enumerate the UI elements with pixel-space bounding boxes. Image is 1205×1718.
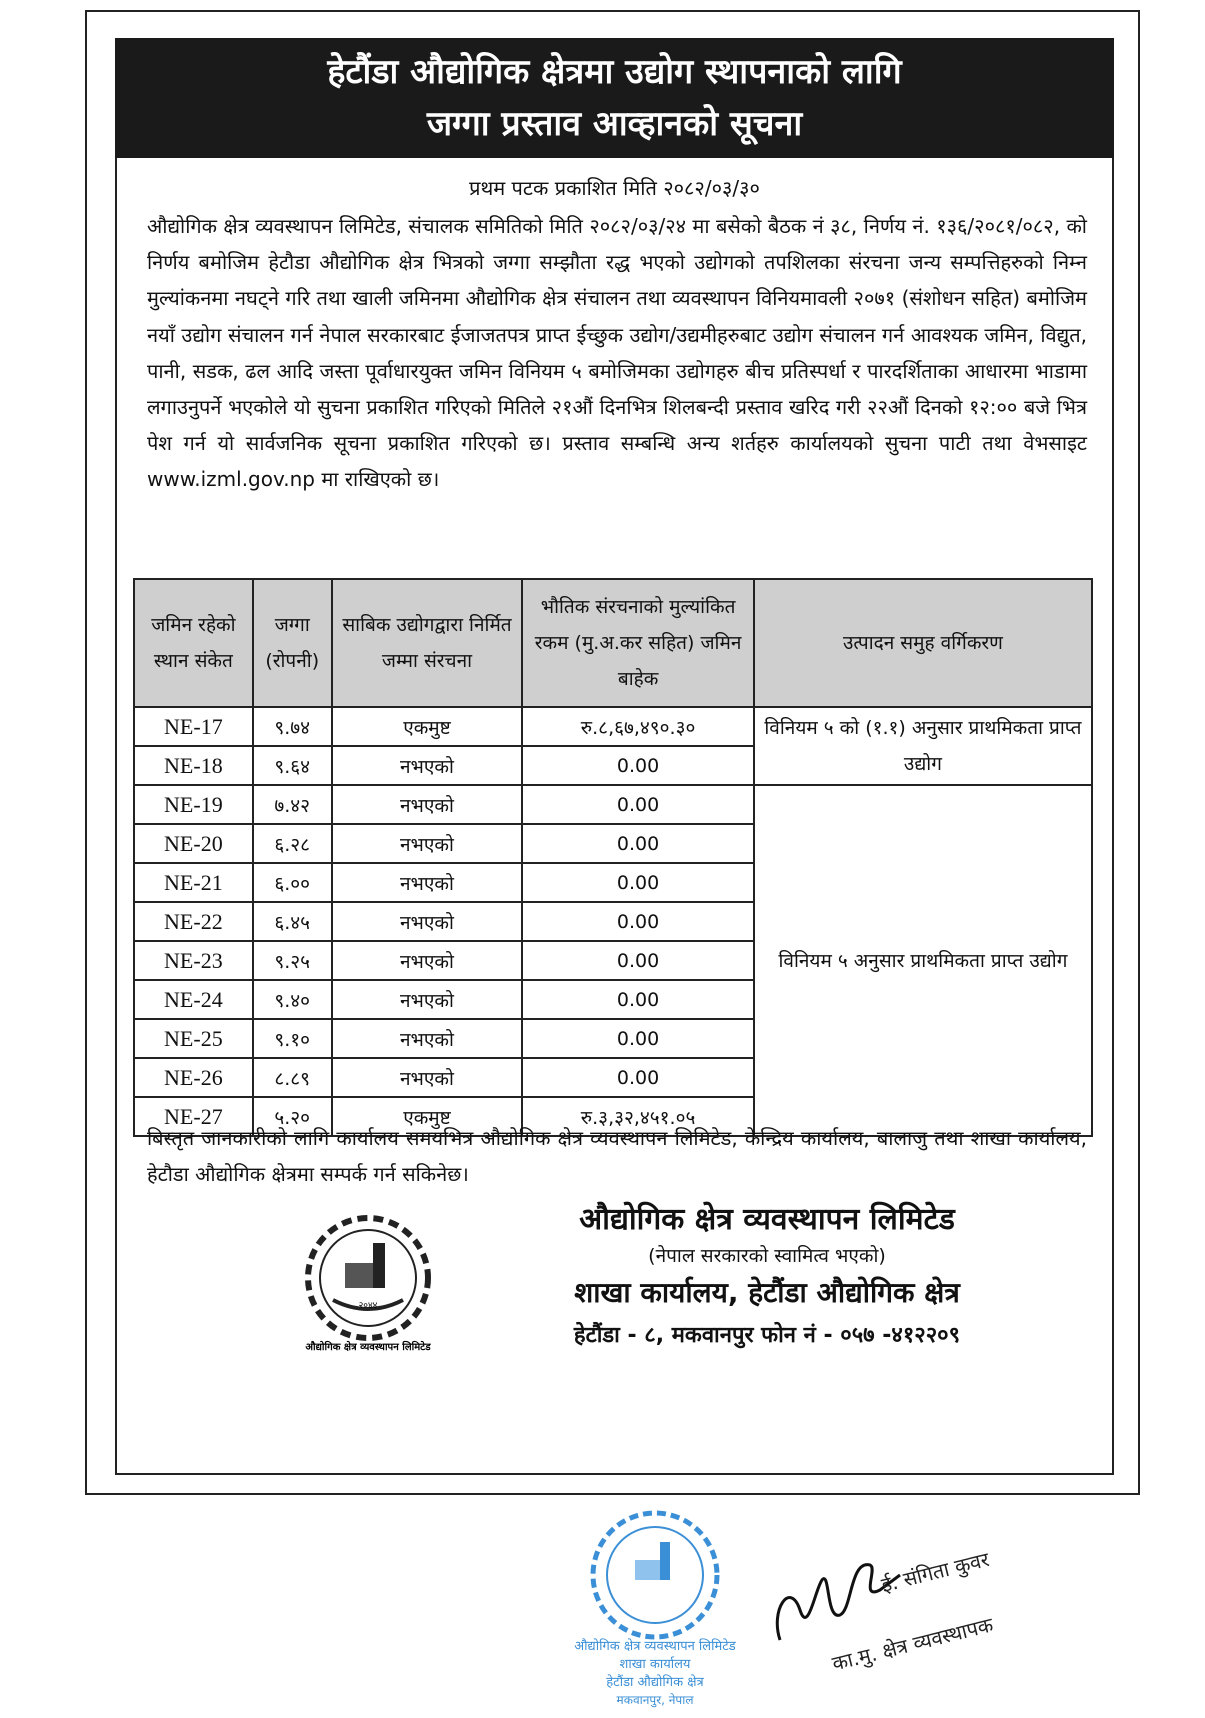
cell-area: ८.८९ (253, 1058, 332, 1097)
header-group: उत्पादन समुह वर्गिकरण (754, 579, 1092, 707)
stamp-line-3: मकवानपुर, नेपाल (616, 1693, 694, 1707)
land-table (133, 578, 1093, 1137)
stamp-ring-text: औद्योगिक क्षेत्र व्यवस्थापन लिमिटेड (574, 1639, 736, 1654)
cell-area: ९.४० (253, 980, 332, 1019)
stamp-graphic (560, 1500, 750, 1710)
header-area: जग्गा (रोपनी) (253, 579, 332, 707)
cell-structure: नभएको (332, 980, 523, 1019)
cell-structure: एकमुष्ट (332, 1097, 523, 1136)
contact-paragraph: बिस्तृत जानकारीको लागि कार्यालय समयभित्र औद्योगिक क्षेत्र व्यवस्थापन लिमिटेड, केन्द्रिय कार्यालय, बालाजु तथा शाखा कार्यालय, हेटौडा औद्योगिक क्षेत्रमा सम्पर्क गर्न सकिनेछ। (147, 1126, 1087, 1186)
cell-value: 0.00 (522, 1058, 754, 1097)
cell-structure: नभएको (332, 863, 523, 902)
cell-code: NE-24 (134, 980, 253, 1019)
company-logo (293, 1208, 443, 1358)
cell-code: NE-22 (134, 902, 253, 941)
cell-code: NE-21 (134, 863, 253, 902)
signatory-title: का.मु. क्षेत्र व्यवस्थापक (829, 1612, 996, 1676)
stamp-line-2: हेटौंडा औद्योगिक क्षेत्र (606, 1675, 704, 1690)
cell-code: NE-27 (134, 1097, 253, 1136)
signatory-name: ई. संगिता कुवर (878, 1547, 992, 1597)
table-row (134, 785, 1092, 824)
stamp-line-1: शाखा कार्यालय (619, 1657, 691, 1672)
cell-code: NE-20 (134, 824, 253, 863)
cell-area: ६.२८ (253, 824, 332, 863)
logo-year: २०४४ (358, 1301, 378, 1311)
logo-chimney (373, 1243, 385, 1288)
table-row (134, 707, 1092, 746)
cell-structure: नभएको (332, 1058, 523, 1097)
cell-value: 0.00 (522, 746, 754, 785)
header-structure: साबिक उद्योगद्वारा निर्मित जम्मा संरचना (332, 579, 523, 707)
notice-body (115, 158, 1114, 1475)
header-location: जमिन रहेको स्थान संकेत (134, 579, 253, 707)
stamp-chimney (660, 1542, 670, 1580)
cell-code: NE-17 (134, 707, 253, 746)
cell-area: ६.४५ (253, 902, 332, 941)
cell-area: ९.६४ (253, 746, 332, 785)
cell-area: ५.२० (253, 1097, 332, 1136)
public-notice (85, 10, 1140, 1495)
title-line-2: जग्गा प्रस्ताव आव्हानको सूचना (426, 104, 803, 144)
cell-area: ९.७४ (253, 707, 332, 746)
office-name: औद्योगिक क्षेत्र व्यवस्थापन लिमिटेड (579, 1202, 955, 1237)
cell-area: ९.२५ (253, 941, 332, 980)
office-stamp (560, 1500, 750, 1710)
cell-value: 0.00 (522, 824, 754, 863)
title-banner (115, 38, 1114, 158)
cell-area: ६.०० (253, 863, 332, 902)
logo-text: औद्योगिक क्षेत्र व्यवस्थापन लिमिटेड (305, 1342, 431, 1353)
branch-office: शाखा कार्यालय, हेटौंडा औद्योगिक क्षेत्र (574, 1276, 960, 1309)
cell-value: 0.00 (522, 785, 754, 824)
logo-factory (345, 1263, 373, 1288)
cell-group-1: विनियम ५ को (१.१) अनुसार प्राथमिकता प्राप्त उद्योग (754, 707, 1092, 785)
cell-code: NE-26 (134, 1058, 253, 1097)
office-address: हेटौंडा - ८, मकवानपुर फोन नं - ०५७ -४१२२०९ (573, 1323, 961, 1348)
header-value: भौतिक संरचनाको मुल्यांकित रकम (मु.अ.कर सहित) जमिन बाहेक (522, 579, 754, 707)
cell-value: 0.00 (522, 980, 754, 1019)
published-date: प्रथम पटक प्रकाशित मिति २०८२/०३/३० (469, 176, 760, 200)
signature-area (760, 1520, 1060, 1690)
cell-value: 0.00 (522, 1019, 754, 1058)
cell-value: 0.00 (522, 902, 754, 941)
cell-value: 0.00 (522, 941, 754, 980)
cell-structure: नभएको (332, 941, 523, 980)
cell-area: ९.१० (253, 1019, 332, 1058)
cell-code: NE-19 (134, 785, 253, 824)
cell-structure: नभएको (332, 902, 523, 941)
cell-structure: नभएको (332, 824, 523, 863)
stamp-factory (635, 1560, 660, 1580)
cell-structure: नभएको (332, 746, 523, 785)
notice-paragraph: औद्योगिक क्षेत्र व्यवस्थापन लिमिटेड, संचालक समितिको मिति २०८२/०३/२४ मा बसेको बैठक नं ३८, निर्णय नं. १३६/२०८१/०८२, को निर्णय बमोजिम हेटौडा औद्योगिक क्षेत्र भित्रको जग्गा सम्झौता रद्ध भएको उद्योगको तपशिलका संरचना जन्य सम्पत्तिहरुको निम्न मुल्यांकनमा नघट्ने गरि तथा खाली जमिनमा औद्योगिक क्षेत्र संचालन तथा व्यवस्थापन विनियमावली २०७१ (संशोधन सहित) बमोजिम नयाँ उद्योग संचालन गर्न नेपाल सरकारबाट ईजाजतपत्र प्राप्त ईच्छुक उद्योग/उद्यमीहरुबाट उद्योग संचालन गर्न आवश्यक जमिन, विद्युत, पानी, सडक, ढल आदि जस्ता पूर्वाधारयुक्त जमिन विनियम ५ बमोजिमका उद्योगहरु बीच प्रतिस्पर्धा र पारदर्शिताका आधारमा भाडामा लगाउनुपर्ने भएकोले यो सुचना प्रकाशित गरिएको मितिले २१औं दिनभित्र शिलबन्दी प्रस्ताव खरिद गरी २२औं दिनको १२:०० बजे भित्र पेश गर्न यो सार्वजनिक सूचना प्रकाशित गरिएको छ। प्रस्ताव सम्बन्धि अन्य शर्तहरु कार्यालयको सुचना पाटी तथा वेभसाइट www.izml.gov.np मा राखिएको छ। (147, 214, 1087, 492)
table-header-row (134, 579, 1092, 707)
cell-code: NE-18 (134, 746, 253, 785)
logo-graphic (293, 1208, 443, 1358)
cell-code: NE-25 (134, 1019, 253, 1058)
cell-value: 0.00 (522, 863, 754, 902)
cell-group-2: विनियम ५ अनुसार प्राथमिकता प्राप्त उद्योग (754, 785, 1092, 1136)
office-ownership: (नेपाल सरकारको स्वामित्व भएको) (648, 1245, 886, 1267)
office-signature-block (467, 1198, 1067, 1356)
cell-area: ७.४२ (253, 785, 332, 824)
title-line-1: हेटौंडा औद्योगिक क्षेत्रमा उद्योग स्थापनाको लागि (327, 52, 902, 92)
cell-value: रु.८,६७,४९०.३० (522, 707, 754, 746)
cell-structure: नभएको (332, 1019, 523, 1058)
cell-structure: नभएको (332, 785, 523, 824)
cell-code: NE-23 (134, 941, 253, 980)
cell-value: रु.३,३२,४५१.०५ (522, 1097, 754, 1136)
cell-structure: एकमुष्ट (332, 707, 523, 746)
handwritten-signature (760, 1520, 1060, 1690)
